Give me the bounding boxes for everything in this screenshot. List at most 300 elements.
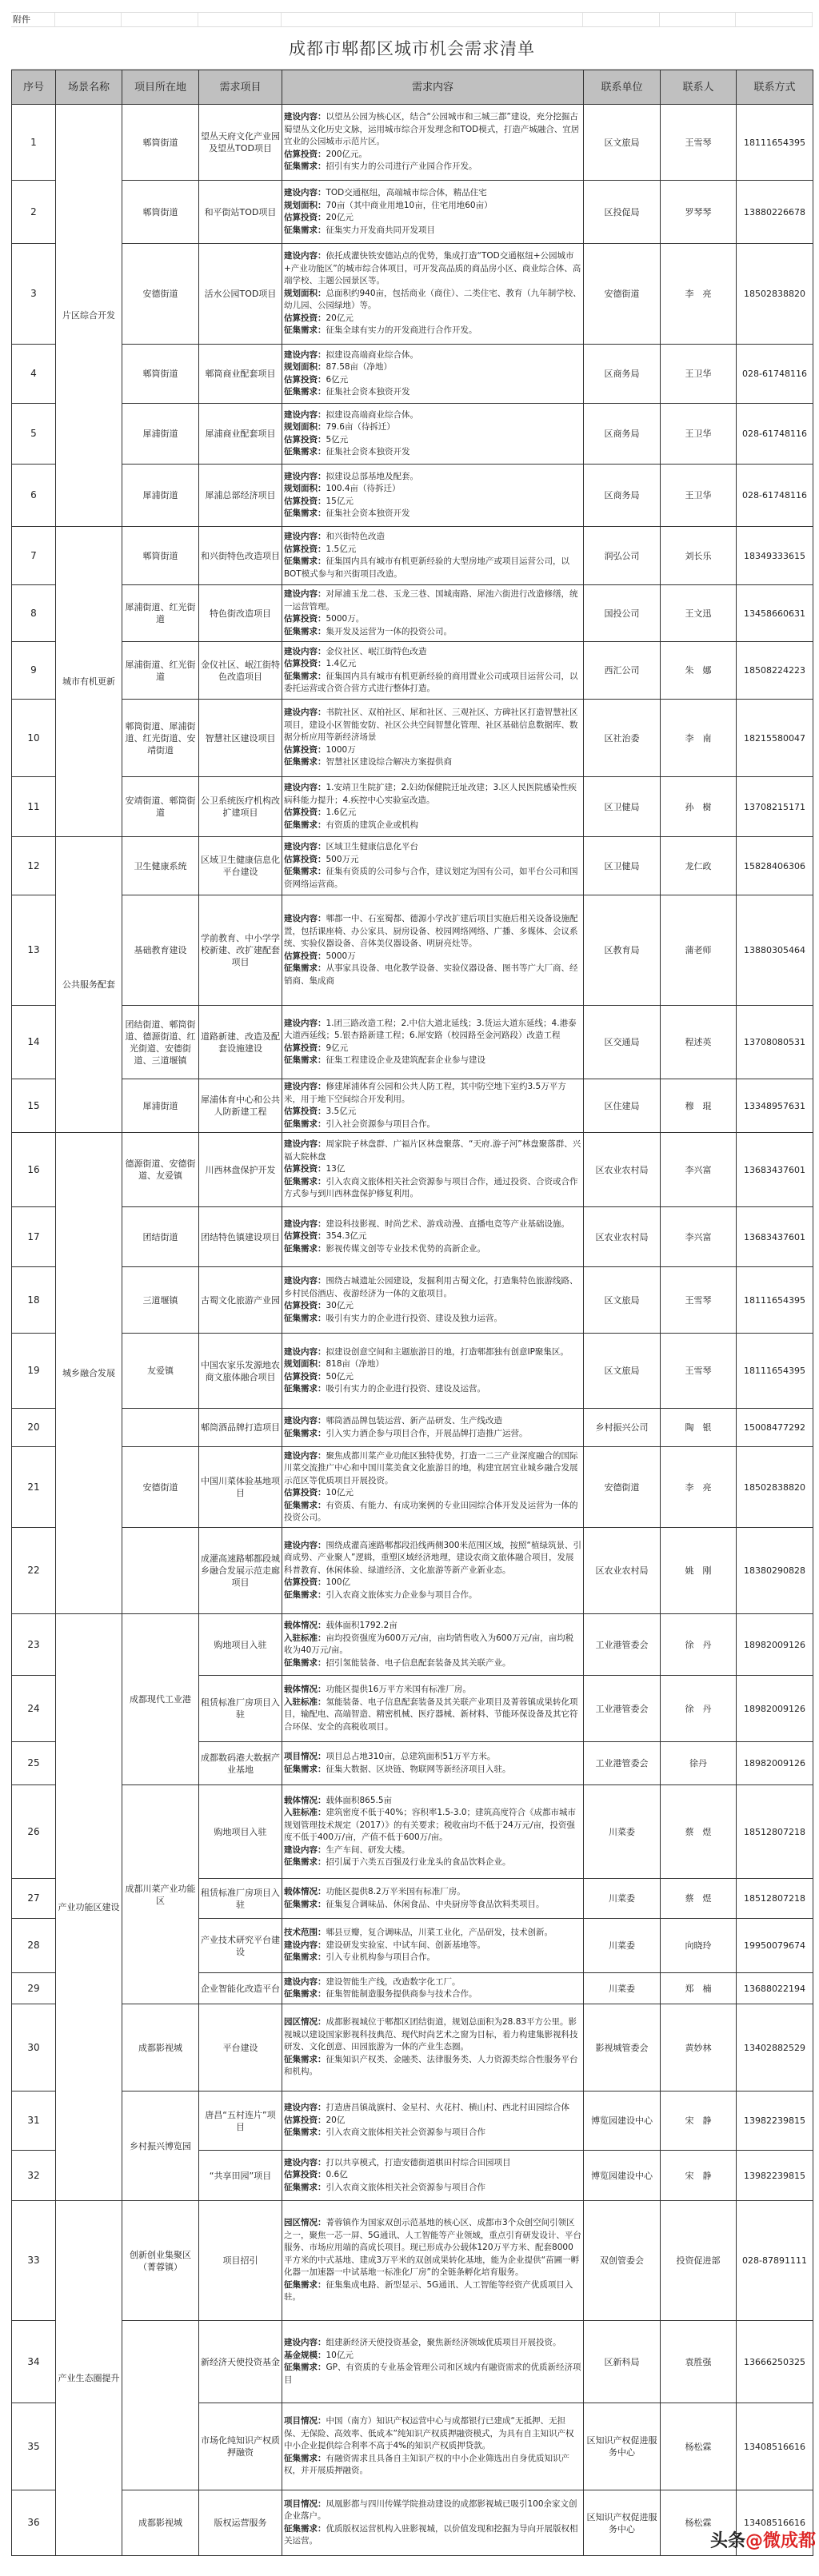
content-line [284, 1313, 581, 1326]
contact-cell: 郑 楠 [661, 1973, 737, 2004]
content-value: 周家院子林盘群、广福片区林盘聚落、“天府.游子河”林盘聚落群、兴福大院林盘 [284, 1139, 581, 1162]
content-line [284, 1620, 581, 1633]
content-label: 估算投资： [284, 951, 326, 961]
unit-cell: 区卫健局 [584, 777, 661, 837]
content-label: 征集需求： [284, 1243, 326, 1254]
content-label: 估算投资： [284, 1231, 326, 1242]
unit-cell: 区知识产权促进服务中心 [584, 2490, 661, 2556]
content-line [284, 1540, 581, 1577]
content-line [284, 212, 581, 225]
contact-cell: 王卫华 [661, 345, 737, 404]
content-label: 建设内容： [284, 1976, 326, 1987]
content-value: 20亿元 [326, 213, 354, 222]
content-label: 估算投资： [284, 313, 326, 323]
content-line [284, 187, 581, 200]
content-value: 70亩（其中商业用地10亩，住宅用地60亩） [326, 200, 493, 210]
content-label: 规划面积： [284, 200, 326, 210]
content-line [284, 1428, 581, 1441]
content-value: 修建犀浦体育公园和公共人防工程，其中防空地下室约3.5万平方米，用于地下空间综合开发利用。 [284, 1082, 566, 1104]
content-label: 估算投资： [284, 213, 326, 222]
seq-cell: 15 [12, 1079, 56, 1133]
seq-cell: 23 [12, 1614, 56, 1676]
phone-cell: 13708080531 [737, 1006, 813, 1079]
content-line [284, 446, 581, 459]
content-value: 以望丛公园为核心区，结合“公园城市和三城三都”建设，充分挖掘古蜀望丛文化历史文脉，运用城市综合开发理念和TOD模式，打造产城融合、宜居宜业的公园城市示范片区。 [284, 112, 580, 147]
content-line [284, 496, 581, 508]
unit-cell: 区知识产权促进服务中心 [584, 2403, 661, 2490]
unit-cell: 区住建局 [584, 1079, 661, 1133]
content-line [284, 1844, 581, 1857]
content-label: 建设内容： [284, 1346, 326, 1357]
unit-cell: 区文旅局 [584, 105, 661, 181]
content-value: 招引氢能装备、电子信息配套装备及其关联产业。 [326, 1657, 511, 1668]
content-label: 征集需求： [284, 2279, 326, 2290]
content-line [284, 483, 581, 496]
phone-cell: 18982009126 [737, 1614, 813, 1676]
table-row [12, 700, 813, 777]
project-cell: 道路新建、改造及配套设施建设 [199, 1006, 282, 1079]
content-cell [282, 1267, 584, 1334]
content-value: 引入农商文旅体相关社会资源参与项目合作，通过投资、合资或合作方式参与到川西林盘保护修复利用。 [284, 1176, 578, 1199]
content-label: 征集需求： [284, 2523, 326, 2534]
content-line [284, 1684, 581, 1697]
content-label: 规划面积： [284, 1359, 326, 1369]
project-cell: 犀浦商业配套项目 [199, 404, 282, 465]
content-value: 郫县豆瓣，复合调味品，川菜工业化，产品研发，技术创新。 [326, 1928, 553, 1938]
content-label: 建设内容： [284, 1450, 326, 1461]
content-line [284, 1043, 581, 1055]
content-label: 建设内容： [284, 1276, 326, 1286]
content-line [284, 2415, 581, 2453]
content-value: 20亿 [326, 2115, 346, 2125]
contact-cell: 王卫华 [661, 465, 737, 527]
project-cell: 租赁标准厂房项目入驻 [199, 1676, 282, 1742]
content-line [284, 658, 581, 671]
content-value: 征集国内具有城市有机更新经验的大型房地产或项目运营公司，以BOT模式参与和兴街项目改造。 [284, 556, 569, 579]
seq-cell: 3 [12, 244, 56, 345]
content-label: 征集需求： [284, 2127, 326, 2138]
col-header-scene: 场景名称 [56, 70, 122, 105]
content-value: 征集有资质的公司参与合作，建议划定为国有公司，如平台公司和国资网络运营商。 [284, 867, 578, 889]
phone-cell: 13348957631 [737, 1079, 813, 1133]
project-cell: 郫筒酒品牌打造项目 [199, 1409, 282, 1447]
content-label: 征集需求： [284, 963, 326, 973]
content-value: 吸引有实力的企业进行投资、建设及运营。 [326, 1384, 485, 1394]
content-line [284, 2182, 581, 2195]
project-cell: 和兴街特色改造项目 [199, 527, 282, 585]
content-value: 引入专业机构参与项目合作。 [326, 1952, 435, 1963]
contact-cell: 王雪琴 [661, 1267, 737, 1334]
content-label: 估算投资： [284, 744, 326, 755]
content-label: 建设内容： [284, 2157, 326, 2167]
location-cell: 郫筒街道、犀浦街道、红光街道、安靖街道 [122, 700, 199, 777]
content-value: 30亿元 [326, 1301, 354, 1310]
content-value: 100.4亩（待拆迁） [326, 484, 401, 493]
content-label: 载体情况： [284, 1795, 326, 1805]
table-row [12, 1785, 813, 1879]
contact-cell: 投资促进部 [661, 2201, 737, 2321]
table-row [12, 1409, 813, 1447]
seq-cell: 28 [12, 1919, 56, 1973]
content-value: 200亿元。 [326, 149, 368, 159]
location-cell [122, 1409, 199, 1447]
content-label: 建设内容： [284, 1218, 326, 1229]
col-header-location: 项目所在地 [122, 70, 199, 105]
seq-cell: 11 [12, 777, 56, 837]
unit-cell: 区教育局 [584, 895, 661, 1006]
contact-cell: 黄妙林 [661, 2004, 737, 2092]
table-row [12, 1334, 813, 1409]
content-label: 建设内容： [284, 646, 326, 656]
table-row [12, 1133, 813, 1207]
phone-cell: 028-87891111 [737, 2201, 813, 2321]
content-label: 征集需求： [284, 1313, 326, 1323]
content-line [284, 225, 581, 237]
source-watermark [710, 2527, 816, 2552]
content-cell [282, 527, 584, 585]
content-label: 估算投资： [284, 1301, 326, 1310]
content-value: 功能区提供16万平方米国有标准厂房。 [326, 1685, 471, 1694]
table-body [12, 105, 813, 2556]
content-line [284, 1106, 581, 1119]
phone-cell: 18502838820 [737, 1447, 813, 1528]
contact-cell: 李兴富 [661, 1207, 737, 1267]
scene-cell: 城市有机更新 [56, 527, 122, 837]
phone-cell: 13683437601 [737, 1133, 813, 1207]
content-value: 10亿元 [326, 1488, 354, 1497]
content-value: 中国（南方）知识产权运营中心与成都银行已建成“无抵押、无担保、无保险、高效率、低成本”纯知识产权质押融资模式，为具有自主知识产权中小企业提供综合利率不高于4%的知识产权质押贷款。 [284, 2416, 574, 2451]
content-label: 估算投资： [284, 807, 326, 817]
phone-cell: 13402882529 [737, 2004, 813, 2092]
content-value: 菁蓉镇作为国家双创示范基地的核心区、成都市3个众创空间引领区之一，聚焦一芯一屏、5G通讯、人工智能等产业领域，重点引育研发设计、平台服务、市场应用端的高成长项目。现已形成办公载体120万平方米、配套8000平方米的中式基地、建成3万平米的双创成果转化基地，能为企业提供“苗圃一孵化器一加速器一中试基地一标准化厂房”的全链条孵化培育服务。 [284, 2218, 581, 2278]
contact-cell: 姚 刚 [661, 1528, 737, 1614]
location-cell: 犀浦街道 [122, 465, 199, 527]
unit-cell: 区文旅局 [584, 1267, 661, 1334]
content-value: 围绕成灌高速路郫都段沿线两侧300米范围区域，按照“植绿筑景、引商成势、产业聚人”逻辑，重塑区域经济地理，建设农商文旅体融合项目，发展科普教育、休闲体验、绿道经济、文化旅游等新产业新业态。 [284, 1540, 581, 1575]
project-cell: 中国川菜体验基地项目 [199, 1447, 282, 1528]
content-label: 建设内容： [284, 409, 326, 420]
contact-cell: 陶 银 [661, 1409, 737, 1447]
table-row [12, 1447, 813, 1528]
content-line [284, 1927, 581, 1940]
table-row [12, 1528, 813, 1614]
attachment-label: 附件 [11, 13, 55, 26]
content-cell [282, 181, 584, 244]
content-value: 5000万 [326, 951, 356, 961]
seq-cell: 31 [12, 2092, 56, 2151]
content-cell [282, 2201, 584, 2321]
contact-cell: 袁胜强 [661, 2321, 737, 2403]
contact-cell: 徐 丹 [661, 1676, 737, 1742]
unit-cell: 区商务局 [584, 345, 661, 404]
unit-cell: 博览园建设中心 [584, 2151, 661, 2201]
content-line [284, 807, 581, 819]
content-value: 功能区提供8.2万平米国有标准厂房。 [326, 1887, 465, 1896]
content-value: 打以共享模式，打造安德街道棋田村综合田园项目 [326, 2157, 511, 2167]
content-label: 规划面积： [284, 422, 326, 432]
content-line [284, 161, 581, 173]
content-value: 凤凰影都与四川传媒学院推动建设的成都影视城已吸引100余家文创企业落户。 [284, 2498, 577, 2521]
content-line [284, 1795, 581, 1808]
content-value: 征集知识产权类、金融类、法律服务类、人力资源类综合性服务平台和机构。 [284, 2054, 578, 2077]
content-cell [282, 1006, 584, 1079]
project-cell: 望丛天府文化产业园及望丛TOD项目 [199, 105, 282, 181]
location-cell: 成都现代工业港 [122, 1614, 199, 1785]
content-value: 引入实力酒企参与项目合作，开展品牌打造推广运营。 [326, 1428, 528, 1438]
content-label: 载体情况： [284, 1685, 326, 1694]
content-cell [282, 105, 584, 181]
scene-cell: 公共服务配套 [56, 837, 122, 1133]
seq-cell: 7 [12, 527, 56, 585]
contact-cell: 蒲老师 [661, 895, 737, 1006]
content-line [284, 2127, 581, 2139]
content-line [284, 1243, 581, 1256]
content-label: 入驻标准： [284, 1633, 326, 1643]
content-label: 征集需求： [284, 1764, 326, 1774]
content-line [284, 1886, 581, 1899]
unit-cell: 区新科局 [584, 2321, 661, 2403]
content-line [284, 671, 581, 696]
content-line [284, 744, 581, 757]
content-label: 项目情况： [284, 2498, 326, 2509]
content-line [284, 841, 581, 854]
content-line [284, 854, 581, 867]
unit-cell: 西汇公司 [584, 642, 661, 700]
phone-cell: 18349333615 [737, 527, 813, 585]
content-line [284, 1018, 581, 1043]
table-row [12, 2201, 813, 2321]
seq-cell: 12 [12, 837, 56, 895]
content-value: 吸引有实力的企业进行投资、建设及独力运营。 [326, 1313, 502, 1323]
content-label: 建设内容： [284, 1139, 326, 1150]
content-label: 估算投资： [284, 2115, 326, 2125]
contact-cell: 李兴富 [661, 1133, 737, 1207]
content-value: 影视传媒文创等专业技术优势的高新企业。 [326, 1243, 485, 1254]
project-cell: 唐昌“五村连片”项目 [199, 2092, 282, 2151]
phone-cell: 13408516616 [737, 2490, 813, 2556]
content-value: 依托成灌快铁安德站点的优势，集成打造“TOD交通枢纽+公园城市+产业功能区”的城市综合体项目，可开发高品质的商品房小区、商业综合体、高端学校、主题公园景区等。 [284, 251, 581, 286]
content-cell [282, 642, 584, 700]
content-line [284, 200, 581, 213]
location-cell: 郫筒街道 [122, 105, 199, 181]
location-cell: 犀浦街道 [122, 404, 199, 465]
phone-cell: 028-61748116 [737, 465, 813, 527]
content-line [284, 313, 581, 325]
table-row [12, 404, 813, 465]
content-cell [282, 1919, 584, 1973]
location-cell: 郫筒街道 [122, 527, 199, 585]
content-label: 征集需求： [284, 1428, 326, 1438]
content-label: 征集需求： [284, 1899, 326, 1909]
unit-cell: 工业港管委会 [584, 1614, 661, 1676]
phone-cell: 028-61748116 [737, 404, 813, 465]
project-cell: 特色街改造项目 [199, 585, 282, 642]
content-label: 技术范围： [284, 1928, 326, 1938]
location-cell: 安靖街道、郫筒街道 [122, 777, 199, 837]
unit-cell: 区文旅局 [584, 1334, 661, 1409]
content-label: 估算投资： [284, 434, 326, 445]
location-cell: 犀浦街道、红光街道 [122, 585, 199, 642]
scene-cell: 产业功能区建设 [56, 1614, 122, 2201]
content-line [284, 149, 581, 161]
unit-cell: 区商务局 [584, 465, 661, 527]
content-label: 征集需求： [284, 225, 326, 235]
seq-cell: 35 [12, 2403, 56, 2490]
content-value: 对犀浦玉龙二巷、玉龙三巷、国城南路、犀池六街进行改造修缮，统一运营管理。 [284, 589, 578, 612]
seq-cell: 17 [12, 1207, 56, 1267]
content-label: 征集需求： [284, 1657, 326, 1668]
content-value: 区域卫生健康信息化平台 [326, 842, 418, 851]
content-label: 规划面积： [284, 288, 326, 298]
content-value: 500万元 [326, 854, 359, 864]
content-value: 有融资需求且具备自主知识产权的中小企业筛选出自身优质知识产权，并开展质押融资。 [284, 2453, 569, 2476]
content-value: 1.5亿元 [326, 544, 357, 554]
content-line [284, 374, 581, 387]
col-header-project: 需求项目 [199, 70, 282, 105]
content-label: 园区情况： [284, 2017, 326, 2028]
content-cell [282, 1207, 584, 1267]
location-cell: 卫生健康系统 [122, 837, 199, 895]
content-value: 载体面积865.5亩 [326, 1795, 393, 1805]
seq-cell: 6 [12, 465, 56, 527]
content-value: 优质版权运营机构入驻影视城，以价值发现和挖掘为导向开展版权相关运营。 [284, 2523, 578, 2546]
project-cell: 版权运营服务 [199, 2490, 282, 2556]
phone-cell: 13688022194 [737, 1973, 813, 2004]
phone-cell: 18508224223 [737, 642, 813, 700]
contact-cell: 穆 琨 [661, 1079, 737, 1133]
phone-cell: 13683437601 [737, 1207, 813, 1267]
content-value: 1.4亿元 [326, 659, 357, 668]
phone-cell: 13880226678 [737, 181, 813, 244]
contact-cell: 徐丹 [661, 1742, 737, 1785]
content-label: 建设内容： [284, 2338, 326, 2347]
content-label: 入驻标准： [284, 1697, 326, 1707]
phone-cell: 18982009126 [737, 1676, 813, 1742]
content-label: 征集需求： [284, 1119, 326, 1129]
content-value: 10亿元 [326, 2350, 354, 2360]
phone-cell: 18502838820 [737, 244, 813, 345]
unit-cell: 区交通局 [584, 1006, 661, 1079]
content-cell [282, 585, 584, 642]
content-value: 郫筒酒品牌包装运营、新产品研发、生产线改造 [326, 1416, 502, 1426]
seq-cell: 22 [12, 1528, 56, 1614]
content-value: 征集社会资本独资开发 [326, 387, 410, 397]
content-label: 征集需求： [284, 161, 326, 172]
content-value: GP、有资质的专业基金管理公司和区域内有融资需求的优质新经济项目 [284, 2363, 581, 2385]
content-cell [282, 1785, 584, 1879]
project-cell: 川西林盘保护开发 [199, 1133, 282, 1207]
content-cell [282, 1528, 584, 1614]
content-value: 建设研发实验室、中试车间、创新基地等。 [326, 1940, 485, 1950]
seq-cell: 24 [12, 1676, 56, 1742]
content-value: 集开发及运营为一体的投资公司。 [326, 626, 452, 636]
contact-cell: 王雪琴 [661, 1334, 737, 1409]
content-line [284, 1371, 581, 1384]
contact-cell: 徐 丹 [661, 1614, 737, 1676]
phone-cell: 18111654395 [737, 1267, 813, 1334]
seq-cell: 19 [12, 1334, 56, 1409]
location-cell: 乡村振兴博览园 [122, 2092, 199, 2201]
content-label: 建设内容： [284, 914, 326, 923]
location-cell: 团结街道、郫筒街道、德源街道、红光街道、安德街道、三道堰镇 [122, 1006, 199, 1079]
seq-cell: 29 [12, 1973, 56, 2004]
content-label: 建设内容： [284, 1416, 326, 1426]
seq-cell: 1 [12, 105, 56, 181]
content-line [284, 1119, 581, 1131]
location-cell: 创新创业集聚区（菁蓉镇） [122, 2201, 199, 2321]
content-line [284, 508, 581, 520]
content-line [284, 1657, 581, 1670]
table-row [12, 777, 813, 837]
content-line [284, 1807, 581, 1844]
location-cell: 成都影视城 [122, 2490, 199, 2556]
content-line [284, 386, 581, 399]
content-value: 征集集成电路、新型显示、5G通讯、人工智能等经资产优质项目入驻。 [284, 2279, 573, 2303]
content-value: 1000万 [326, 744, 356, 755]
content-label: 建设内容： [284, 112, 326, 122]
contact-cell: 李 南 [661, 700, 737, 777]
table-row [12, 527, 813, 585]
content-value: 征集大数据、区块链、物联网等新经济项目入驻。 [326, 1764, 511, 1774]
seq-cell: 20 [12, 1409, 56, 1447]
content-line [284, 361, 581, 374]
project-cell: 活水公园TOD项目 [199, 244, 282, 345]
content-label: 建设内容： [284, 251, 326, 261]
content-value: 20亿元 [326, 313, 354, 323]
seq-cell: 8 [12, 585, 56, 642]
table-row [12, 585, 813, 642]
content-cell [282, 1079, 584, 1133]
project-cell: 新经济天使投资基金 [199, 2321, 282, 2403]
content-line [284, 707, 581, 744]
content-label: 建设内容： [284, 1940, 326, 1950]
unit-cell: 区卫健局 [584, 837, 661, 895]
content-value: 从事家具设备、电化教学设备、实验仪器设备、图书等广大厂商、经销商、集成商 [284, 963, 578, 986]
content-line [284, 1487, 581, 1500]
content-value: 有资质、有能力、有成功案例的专业田园综合体开发及运营为一体的投资公司。 [284, 1500, 578, 1522]
content-label: 征集需求： [284, 2363, 326, 2372]
content-line [284, 963, 581, 987]
content-value: 1.6亿元 [326, 807, 357, 817]
phone-cell: 13708215171 [737, 777, 813, 837]
unit-cell: 区商务局 [584, 404, 661, 465]
contact-cell: 王雪琴 [661, 105, 737, 181]
content-line [284, 588, 581, 613]
content-line [284, 866, 581, 891]
phone-cell: 18512807218 [737, 1879, 813, 1919]
content-label: 建设内容： [284, 349, 326, 360]
content-label: 基金规模： [284, 2350, 326, 2360]
content-value: 拟建设高端商业综合体。 [326, 349, 418, 360]
content-value: 围绕古城遗址公园建设，发掘利用古蜀文化，打造集特色旅游线路、乡村民俗酒店、夜游经济为一体的文旅项目。 [284, 1276, 578, 1298]
seq-cell: 36 [12, 2490, 56, 2556]
location-cell: 德源街道、安德街道、友爱镇 [122, 1133, 199, 1207]
content-label: 载体情况： [284, 1621, 326, 1630]
content-value: TOD交通枢纽，高端城市综合体，精品住宅 [326, 188, 487, 197]
content-line [284, 2498, 581, 2523]
content-cell [282, 837, 584, 895]
project-cell: 租赁标准厂房项目入驻 [199, 1879, 282, 1919]
col-header-contact: 联系人 [661, 70, 737, 105]
content-cell [282, 1614, 584, 1676]
demand-table [11, 70, 813, 2556]
content-line [284, 1055, 581, 1067]
content-label: 征集需求： [284, 1176, 326, 1186]
content-value: 拟建设高端商业综合体。 [326, 409, 418, 420]
content-cell [282, 1447, 584, 1528]
contact-cell: 杨松霖 [661, 2403, 737, 2490]
contact-cell: 向晓玲 [661, 1919, 737, 1973]
